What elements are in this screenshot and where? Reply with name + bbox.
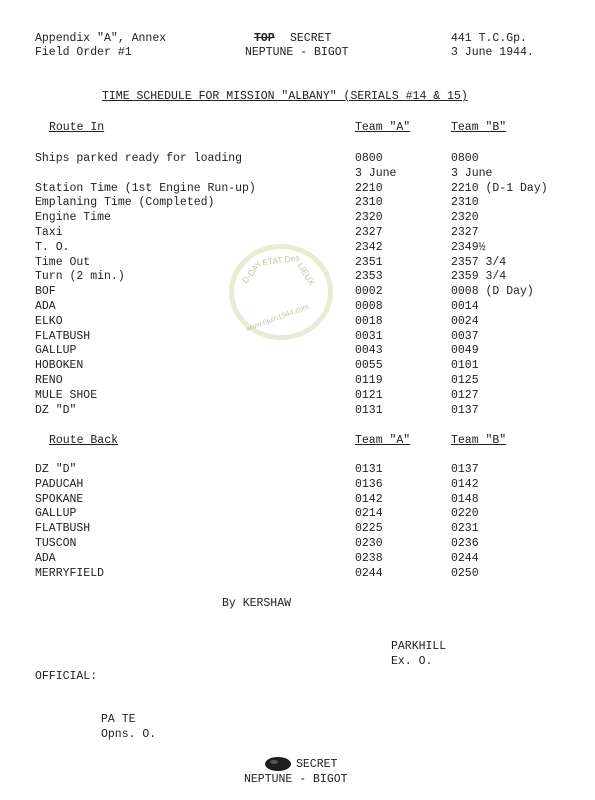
route-in-row [0, 359, 595, 373]
route-in-team-b: 2327 [451, 226, 479, 239]
route-in-team-b: 2359 3/4 [451, 270, 507, 284]
route-back-team-b: 0137 [451, 463, 479, 476]
signature-name: PARKHILL [391, 640, 447, 653]
route-in-team-b: 0137 [451, 403, 479, 417]
route-in-label: Time Out [35, 255, 91, 269]
route-in-team-b: 0024 [451, 314, 479, 328]
route-back-label: GALLUP [35, 507, 77, 521]
route-in-team-a: 0800 [355, 152, 383, 165]
route-back-team-a: 0225 [355, 522, 383, 536]
header-date: 3 June 1944. [451, 46, 534, 59]
route-in-team-a: 0031 [355, 329, 383, 343]
route-back-team-a: 0230 [355, 537, 383, 550]
route-in-row [0, 182, 595, 196]
header-group: 441 T.C.Gp. [451, 32, 527, 45]
route-in-team-a: 0002 [355, 285, 383, 299]
page-title: TIME SCHEDULE FOR MISSION "ALBANY" (SERIALS #14 & 15) [102, 90, 468, 103]
route-back-row [0, 567, 595, 581]
route-in-team-a: 0018 [355, 314, 383, 328]
route-back-team-b: 0231 [451, 522, 479, 536]
route-in-team-b: 2320 [451, 211, 479, 225]
header-top-crossed: TOP [254, 32, 275, 45]
route-in-row [0, 196, 595, 210]
route-in-team-a: 2320 [355, 211, 383, 225]
route-back-team-b: 0148 [451, 492, 479, 506]
route-in-label: Ships parked ready for loading [35, 152, 243, 165]
route-in-label: Taxi [35, 226, 63, 239]
route-in-team-b: 0125 [451, 374, 479, 387]
official-name: PA TE [101, 713, 136, 726]
route-in-label: DZ "D" [35, 403, 77, 417]
route-in-heading: Route In [49, 121, 105, 134]
route-back-row [0, 463, 595, 477]
header-field-order: Field Order #1 [35, 46, 132, 59]
route-in-row [0, 344, 595, 358]
route-back-label: TUSCON [35, 537, 77, 550]
ink-seal-icon [264, 756, 292, 772]
route-in-team-b: 2310 [451, 196, 479, 210]
route-back-team-a-heading: Team "A" [355, 434, 411, 447]
by-line: By KERSHAW [222, 597, 292, 610]
route-in-label: BOF [35, 285, 56, 299]
route-in-team-a: 2342 [355, 240, 383, 254]
header-secret: SECRET [290, 32, 332, 45]
route-in-team-a: 0008 [355, 300, 383, 313]
route-back-row [0, 522, 595, 536]
route-in-label: T. O. [35, 240, 70, 254]
route-in-row [0, 167, 595, 181]
route-in-team-a: 2353 [355, 270, 383, 284]
route-back-team-b-heading: Team "B" [451, 434, 507, 447]
footer-secret: SECRET [296, 758, 338, 771]
route-back-team-a: 0244 [355, 566, 383, 580]
route-in-team-b: 0049 [451, 344, 479, 358]
route-in-team-b: 2357 3/4 [451, 255, 507, 269]
route-in-label: Station Time (1st Engine Run-up) [35, 181, 256, 195]
route-back-row [0, 507, 595, 521]
route-in-team-a: 0121 [355, 388, 383, 402]
route-in-team-b: 2349½ [451, 240, 486, 254]
route-in-team-a: 0055 [355, 359, 383, 373]
watermark-text-lieux: LIEUX [295, 261, 318, 288]
header-neptune-bigot: NEPTUNE - BIGOT [245, 46, 349, 59]
route-in-row [0, 152, 595, 166]
route-in-row [0, 374, 595, 388]
route-back-row [0, 552, 595, 566]
route-in-row [0, 404, 595, 418]
watermark-text-etat: ETAT Des [261, 252, 301, 268]
route-in-label: ELKO [35, 314, 63, 328]
route-in-team-a: 2310 [355, 196, 383, 210]
signature-title: Ex. O. [391, 655, 433, 668]
route-in-label: ADA [35, 300, 56, 313]
route-in-team-b: 0800 [451, 152, 479, 165]
official-title: Opns. O. [101, 728, 157, 741]
route-in-team-b: 0014 [451, 300, 479, 313]
route-in-team-a: 2351 [355, 255, 383, 269]
route-back-team-b: 0142 [451, 477, 479, 491]
route-in-label: Emplaning Time (Completed) [35, 196, 215, 210]
route-in-row [0, 226, 595, 240]
route-back-team-b: 0250 [451, 566, 479, 580]
route-back-team-a: 0142 [355, 492, 383, 506]
watermark-stamp [229, 244, 333, 340]
route-in-team-b: 3 June [451, 166, 493, 180]
route-in-row [0, 389, 595, 403]
route-back-team-a: 0238 [355, 551, 383, 565]
route-in-row [0, 211, 595, 225]
route-in-team-a: 0131 [355, 403, 383, 417]
route-back-row [0, 537, 595, 551]
route-in-label: GALLUP [35, 344, 77, 358]
route-in-team-a: 2327 [355, 226, 383, 239]
route-back-team-b: 0220 [451, 507, 479, 521]
route-back-heading: Route Back [49, 434, 119, 447]
route-back-team-a: 0136 [355, 477, 383, 491]
route-in-team-a: 2210 [355, 181, 383, 195]
route-back-team-b: 0236 [451, 537, 479, 550]
route-back-row [0, 493, 595, 507]
route-back-team-a: 0214 [355, 507, 383, 521]
route-in-team-b: 0037 [451, 329, 479, 343]
route-in-label: Engine Time [35, 211, 111, 225]
route-back-label: SPOKANE [35, 492, 84, 506]
route-in-team-a: 3 June [355, 166, 397, 180]
route-in-label: RENO [35, 374, 63, 387]
route-in-team-b: 2210 (D-1 Day) [451, 181, 548, 195]
route-back-label: PADUCAH [35, 477, 84, 491]
watermark-text-dday: D-DAY , [240, 255, 267, 286]
route-back-team-a: 0131 [355, 463, 383, 476]
route-in-label: MULE SHOE [35, 388, 98, 402]
route-back-team-b: 0244 [451, 551, 479, 565]
route-in-team-b: 0101 [451, 359, 479, 373]
official-label: OFFICIAL: [35, 670, 98, 683]
header-appendix: Appendix "A", Annex [35, 32, 167, 45]
route-back-label: ADA [35, 551, 56, 565]
route-in-label: Turn (2 min.) [35, 270, 125, 284]
route-in-team-b: 0127 [451, 388, 479, 402]
route-in-team-b: 0008 (D Day) [451, 285, 534, 299]
route-in-label: HOBOKEN [35, 359, 84, 373]
route-in-team-a: 0119 [355, 374, 383, 387]
route-back-label: MERRYFIELD [35, 566, 105, 580]
route-in-team-a-heading: Team "A" [355, 121, 411, 134]
route-in-team-a: 0043 [355, 344, 383, 358]
route-back-label: FLATBUSH [35, 522, 91, 536]
watermark-url: www.6juin1944.com [244, 301, 311, 334]
footer-neptune-bigot: NEPTUNE - BIGOT [244, 773, 348, 786]
route-back-label: DZ "D" [35, 463, 77, 476]
route-in-label: FLATBUSH [35, 329, 91, 343]
route-in-team-b-heading: Team "B" [451, 121, 507, 134]
route-back-row [0, 478, 595, 492]
